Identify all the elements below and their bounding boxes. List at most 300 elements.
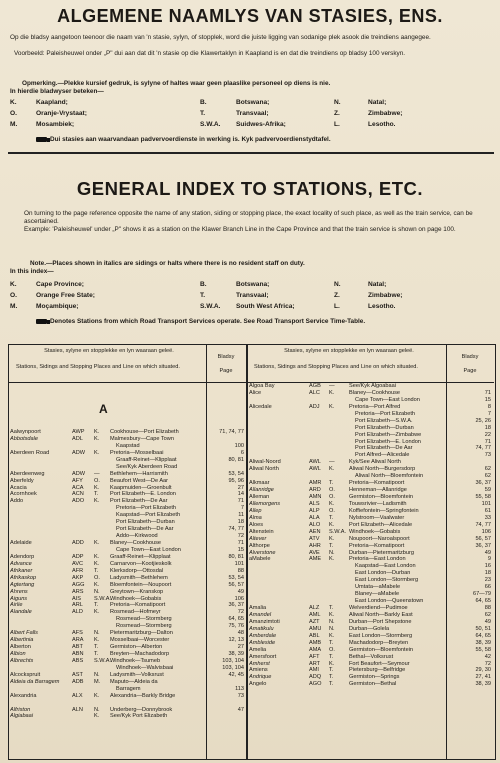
line-name: Fort Beaufort—Seymour [349,660,410,667]
station-name: Abbotsdale [10,435,38,442]
station-code: ABT [72,644,83,651]
line-name: Pretoria—Port Elizabeth [355,410,416,417]
page-ref: 8 [487,403,491,410]
line-name: Carnarvon—Kootjieskolk [110,560,172,567]
page-ref: 25, 26 [475,417,491,424]
station-code: ACA [72,484,84,491]
line-name: Welverdiend—Pudimoe [349,605,408,611]
station-name: Alleman [249,494,270,500]
english-road-text: Denotes Stations from which Road Transport Services operate. See Road Transport Service Time-Table. [50,318,366,325]
legend-code: N. [334,99,341,106]
province-code: K. [94,692,100,699]
page-ref: 67—79 [472,591,491,598]
province-code: T. [94,644,99,651]
table-row [249,494,493,501]
line-name: Ladysmith—Bethlehem [110,574,168,581]
table-row [249,418,493,425]
line-name: Port Elizabeth—E. London [355,438,421,445]
station-name: Adelaide [10,540,32,546]
page-ref: 88 [484,605,491,611]
station-name: Alcockspruit [10,671,41,678]
table-row [249,383,493,390]
station-name: Afrikaskop [10,574,37,581]
line-name: Port Alfred—Alicedale [355,452,410,459]
province-code: N. [329,618,335,625]
english-example: Example: 'Paleisheuwel' under „P" shows it as a station on the Klawer Branch Line in the Cape Province and that the train service is shown on page 100. [24,226,456,233]
station-name: Ahrens [10,588,28,595]
table-row [10,582,246,589]
line-name: East London—Stormberg [349,632,413,639]
station-code: AFS [72,630,83,637]
station-code: ADB [72,678,84,685]
station-name: Albert Falls [10,630,38,637]
station-code: ALA [309,514,320,521]
table-row [249,508,493,515]
line-name: Pretoria—Port Alfred [349,403,401,410]
station-code: ADP [72,553,84,560]
station-name: Angelo [249,681,267,688]
page-ref: 106 [481,528,491,535]
station-code: ALD [72,609,83,616]
table-row [10,637,246,644]
table-row [249,452,493,459]
station-name: Andrique [249,674,272,681]
table-row [10,519,246,526]
line-name: East London—Queenstown [355,598,424,605]
line-name: Durban—Pietermaritzburg [349,549,414,556]
english-intro: On turning to the page reference opposite the name of any station, siding or stopping place, the exact locality of such place, as well as the train service, can be ascertained. [24,210,473,225]
line-name: Alexandria—Barkly Bridge [110,692,176,699]
page-ref: 64, 65 [228,616,244,623]
line-name: Noupoort—Naroalspoort [349,535,410,542]
line-name: Blaney—Cookhouse [110,540,161,546]
afrikaans-title: ALGEMENE NAAMLYS VAN STASIES, ENS. [57,6,443,26]
station-code: AMR [309,480,322,487]
line-name: Rosmead—Stormberg [116,623,172,630]
line-name: Pietersburg—Belfridge [349,667,406,674]
legend-name: Zimbabwe; [368,292,403,299]
english-index-heading: In this index— [10,268,54,275]
english-road-note [36,318,500,326]
page-ref: 42, 45 [228,671,244,678]
page-ref: 36, 37 [475,480,491,487]
province-code: T. [329,681,334,688]
page-ref: 14 [237,491,244,498]
page-ref: 80, 81 [228,553,244,560]
station-code: AGO [309,681,322,688]
table-row [249,654,493,661]
table-row [10,686,246,693]
line-name: Germiston—Bloemfontein [349,494,414,500]
road-transport-icon [36,319,47,324]
station-code: AGG [72,581,85,588]
station-name: Alice [249,389,262,396]
line-name: Klerksdorp—Ottosdal [110,567,164,574]
province-code: K. [94,713,100,720]
station-name: Alma [249,514,262,521]
line-name: Germiston—Bloemfontein [349,646,414,653]
page-ref: 103, 104 [222,664,244,671]
line-name: Kyk/See Aliwal North [349,459,401,466]
province-code: S.W.A. [94,595,112,602]
province-code: K. [329,466,335,473]
station-code: AST [72,671,83,678]
province-code: T. [94,602,99,609]
table-row [249,487,493,494]
table-row [249,584,493,591]
province-code: O. [94,574,100,581]
station-name: Ambleside [249,639,276,646]
table-row [10,693,246,700]
table-row [10,491,246,498]
line-name: Port Elizabeth—De Aar [116,526,174,533]
line-name: Port Elizabeth—Durban [355,424,414,431]
table-row [10,505,246,512]
province-code: K. [94,498,100,505]
table-row [10,644,246,651]
afrikaans-road-text: Dui stasies aan waarvandaan padvervoerdienste in werking is. Kyk padvervoerdienstydtafel. [50,136,331,143]
page-ref: 11 [238,512,244,519]
province-code: S.W.A. [329,528,347,535]
table-row [249,591,493,598]
page-ref: 27, 41 [475,674,491,681]
page-ref: 72 [237,609,244,616]
table-row [249,640,493,647]
station-code: ART [309,660,321,667]
line-name: Bloemfontein—Noupoort [110,581,172,588]
legend-code: T. [200,110,206,117]
table-row [10,609,246,616]
page-ref: 55, 58 [475,646,491,653]
page-ref: 36, 37 [228,602,244,609]
station-name: Althorpe [249,542,270,549]
line-name: Bethal—Volksrust [349,653,394,660]
table-row [10,707,246,714]
table-row [10,457,246,464]
station-name: Amelia [249,646,267,653]
station-code: AHR [309,542,321,549]
table-row [10,630,246,637]
page-ref: 80, 81 [228,456,244,463]
table-row [10,554,246,561]
legend-code: M. [10,303,18,310]
station-name: Afrikaner [10,567,33,574]
column-header-station-af-right: Stasies, sylyne en stopplekke en lyn waaraan geleë. [284,348,414,354]
column-header-station-en-right: Stations, Sidings and Stopping Places and Line on which situated. [254,364,418,370]
province-code: T. [329,542,334,549]
station-code: ARA [72,637,84,644]
line-name: Graaff-Reinet—Klipplaat [116,456,177,463]
legend-name: Transvaal; [236,110,269,117]
station-name: Airlie [10,602,23,609]
legend-code: L. [334,121,340,128]
province-code: K. [329,535,335,542]
page-ref: 23 [484,577,491,584]
table-row [249,647,493,654]
column-header-station-en: Stations, Sidings and Stopping Places and Line on which situated. [16,364,180,370]
line-name: See/Kyk Port Elizabeth [110,713,168,720]
line-name: Nylstroom—Vaalwater [349,514,405,521]
page-ref: 71 [484,389,491,396]
province-code: T. [329,653,334,660]
station-code: AWL [309,466,321,473]
station-name: Amandel [249,611,272,618]
line-name: Machadodorp—Breyten [349,639,409,646]
station-code: ALZ [309,605,320,611]
legend-name: Suidwes-Afrika; [236,121,286,128]
table-row [249,466,493,473]
line-name: Port Elizabeth—Zimbabwe [355,431,422,438]
province-code: K. [94,484,100,491]
line-name: Greytown—Kranskop [110,588,164,595]
page-ref: 74, 77 [475,445,491,452]
line-name: Blaney—Cookhouse [349,389,400,396]
page-ref: 61 [484,507,491,514]
line-name: Cookhouse—Port Elizabeth [110,429,179,435]
table-row [10,450,246,457]
province-code: N. [329,549,335,556]
line-name: Rosmead—Stormberg [116,616,172,623]
section-divider [8,152,494,154]
province-code: O. [329,646,335,653]
station-name: Aalwynpoort [10,429,41,435]
station-code: AWL [309,459,321,466]
table-row [249,529,493,536]
line-name: Underberg—Donnybrook [110,706,173,713]
province-code: N. [94,630,100,637]
province-code: N. [94,706,100,713]
station-code: ADL [72,435,83,442]
province-code: — [94,470,100,477]
legend-code: K. [10,281,17,288]
station-code: ABN [72,651,84,657]
table-row [249,550,493,557]
province-code: K. [94,609,100,616]
page-ref: 29, 30 [475,667,491,674]
table-row [249,619,493,626]
station-code: AGB [309,383,321,389]
station-code: AME [309,556,322,563]
table-row [10,547,246,554]
legend-code: T. [200,292,206,299]
table-row [10,623,246,630]
page-ref: 71, 74, 77 [219,429,244,435]
page-ref: 7 [487,410,491,417]
page-ref: 12, 13 [228,637,244,644]
page-ref: 9 [487,556,491,563]
station-name: Allanridge [249,487,274,494]
line-name: Durban—Golela [349,625,390,632]
line-name: Durban—Port Shepstone [349,618,412,625]
station-name: Albrechts [10,657,34,664]
line-name: Pretoria—East London [349,556,406,563]
station-name: Alverstone [249,549,276,556]
province-code: T. [329,667,334,674]
legend-name: Natal; [368,99,387,106]
station-code: ALS [309,500,320,507]
line-name: Cape Town—East London [355,396,420,403]
page-ref: 100 [234,442,244,449]
line-name: See/Kyk Aberdeen Road [116,463,178,470]
line-name: Port Elizabeth—E. London [110,491,176,498]
station-code: AEN [309,528,321,535]
page-ref: 49 [484,618,491,625]
table-row [249,432,493,439]
table-row [10,478,246,485]
line-name: East London—Stormberg [355,577,419,584]
page-ref: 56, 57 [475,535,491,542]
page-ref: 59 [484,487,491,494]
legend-name: Moçambique; [36,303,79,310]
line-name: Port Elizabeth—De Aar [110,498,168,505]
table-row [10,713,246,720]
page-ref: 101 [481,500,491,507]
station-code: ALO [309,521,321,528]
station-code: ALX [72,692,83,699]
table-row [10,526,246,533]
table-row [10,464,246,471]
line-name: Pretoria—Mosselbaai [110,449,164,456]
province-code: T. [329,674,334,681]
line-name: Blaney—aMabele [355,591,400,598]
station-code: ADO [72,498,85,505]
table-row [249,626,493,633]
station-code: AMB [309,639,322,646]
page-ref: 106 [234,595,244,602]
table-row [249,390,493,397]
station-name: Aloes [249,521,263,528]
page-ref: 62 [484,466,491,473]
table-row [10,575,246,582]
station-name: Addo [10,498,24,505]
station-code: ARL [72,602,83,609]
station-name: Alexandria [10,692,37,699]
legend-code: S.W.A. [200,303,221,310]
table-row [249,570,493,577]
table-row [10,700,246,707]
legend-name: Natal; [368,281,387,288]
station-code: AFY [72,477,83,484]
station-code: ATV [309,535,320,542]
station-code: AVE [309,549,320,556]
station-name: Algoa Bay [249,383,275,389]
page-ref: 66 [484,584,491,591]
page-ref: 38, 39 [228,651,244,657]
table-row [249,633,493,640]
legend-name: Oranje-Vrystaat; [36,110,87,117]
legend-code: Z. [334,110,340,117]
station-code: ALN [72,706,83,713]
line-name: Mosselbaai—Worcester [110,637,170,644]
table-row [249,515,493,522]
station-name: Aberdeenweg [10,470,45,477]
page-ref: 38, 39 [475,681,491,688]
page-ref: 72 [484,660,491,667]
province-code: S.W.A. [94,657,112,664]
province-code: T. [329,605,334,611]
table-row [10,658,246,665]
page-ref: 95, 96 [228,477,244,484]
page-ref: 18 [484,570,491,577]
table-row [249,522,493,529]
station-code: AMN [309,494,322,500]
line-name: Cape Town—East London [116,546,181,553]
page-ref: 62 [484,473,491,480]
line-name: Pietermaritzburg—Dalton [110,630,173,637]
table-row [10,665,246,672]
page-ref: 50, 51 [475,625,491,632]
line-name: Germiston—Alberton [110,644,163,651]
line-name: Pretoria—Komatipoort [110,602,166,609]
province-code: K. [329,660,335,667]
line-name: Kaapmuiden—Groenbult [110,484,172,491]
table-row [249,598,493,605]
table-row [10,485,246,492]
table-row [249,536,493,543]
line-name: Port Elizabeth—S.W.A. [355,417,413,424]
province-code: K. [329,389,335,396]
legend-code: Z. [334,292,340,299]
legend-code: K. [10,99,17,106]
page-ref: 36, 37 [475,542,491,549]
table-row [10,561,246,568]
table-center-divider [246,344,248,759]
line-name: Koffiefontein—Springfontein [349,507,419,514]
province-code: K. [94,581,100,588]
page-ref: 15 [484,396,491,403]
station-code: AML [309,611,321,618]
page-ref: 53, 54 [228,470,244,477]
table-row [249,661,493,668]
line-name: Beaufort West—De Aar [110,477,169,484]
table-row [249,439,493,446]
table-row [249,459,493,466]
page-ref: 27 [237,484,244,491]
province-code: — [329,383,335,389]
page-ref: 38, 39 [475,639,491,646]
column-header-page-right: Bladsy Page [461,354,479,374]
page-ref: 103, 104 [222,657,244,664]
table-row [10,436,246,443]
province-code: K. [94,560,100,567]
station-code: ABL [309,632,320,639]
page-ref: 64, 65 [475,598,491,605]
page-ref: 71 [484,438,491,445]
page-ref: 88 [237,567,244,574]
station-code: AIS [72,595,82,602]
station-name: Allep [249,507,262,514]
station-name: Aliwal-Noord [249,459,281,466]
page-ref: 18 [484,424,491,431]
station-code: AFT [309,653,320,660]
page-ref: 53, 54 [228,574,244,581]
table-row [10,498,246,505]
station-name: Amalia [249,605,267,611]
province-code: — [329,459,335,466]
line-name: Port Elizabeth—Alicedale [349,521,413,528]
province-code: K. [329,403,335,410]
legend-code: O. [10,292,17,299]
section-letter: A [99,402,108,416]
table-row [249,397,493,404]
column-header-station-af: Stasies, sylyne en stopplekke en lyn waaraan geleë. [44,348,174,354]
page-ref: 72 [237,533,244,540]
station-name: Agtertang [10,581,35,588]
table-row [10,568,246,575]
legend-name: Botswana; [236,281,270,288]
legend-code: N. [334,281,341,288]
legend-code: B. [200,281,207,288]
